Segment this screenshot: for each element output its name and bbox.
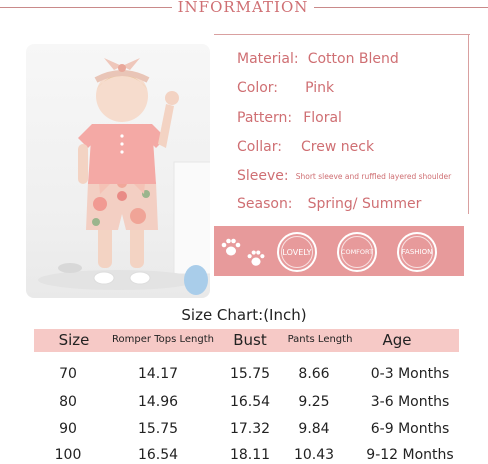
info-sleeve — [237, 165, 451, 184]
header-line-right — [314, 7, 488, 8]
info-collar — [237, 136, 374, 155]
table-cell-romper-length: 15.75 — [137, 421, 179, 437]
col-header-romper-tops-length: Romper Tops Length — [112, 334, 214, 345]
info-collar-value: Crew neck — [301, 139, 375, 155]
product-photo — [26, 44, 210, 298]
col-header-age: Age — [382, 331, 412, 349]
table-cell-size: 70 — [59, 366, 77, 382]
header-line-left — [0, 7, 172, 8]
badge-lovely — [277, 232, 317, 272]
badge-ring — [341, 236, 373, 268]
badge-comfort — [337, 232, 377, 272]
badge-fashion-label: FASHION — [401, 248, 433, 256]
size-chart-title: Size Chart:(Inch) — [181, 306, 307, 324]
info-pattern — [237, 107, 342, 126]
info-frame-right — [468, 34, 469, 214]
table-cell-size: 90 — [59, 421, 77, 437]
table-cell-age: 9-12 Months — [366, 447, 454, 463]
page-title: INFORMATION — [177, 0, 309, 16]
info-material-label: Material: — [237, 51, 299, 67]
info-season-label: Season: — [237, 196, 293, 212]
table-cell-age: 6-9 Months — [370, 421, 450, 437]
table-cell-age: 3-6 Months — [370, 394, 450, 410]
col-header-bust: Bust — [233, 331, 267, 349]
table-cell-bust: 18.11 — [229, 447, 271, 463]
badge-fashion — [397, 232, 437, 272]
info-sleeve-value: Short sleeve and ruffled layered shoulder — [295, 172, 452, 181]
table-cell-size: 80 — [59, 394, 77, 410]
badge-ring — [281, 236, 313, 268]
table-cell-romper-length: 16.54 — [137, 447, 179, 463]
info-collar-label: Collar: — [237, 139, 282, 155]
table-cell-size: 100 — [54, 447, 82, 463]
table-cell-pants-length: 9.84 — [298, 421, 330, 437]
table-cell-pants-length: 8.66 — [298, 366, 330, 382]
col-header-pants-length: Pants Length — [287, 334, 353, 345]
col-header-size: Size — [58, 331, 90, 349]
toddler-outfit-illustration — [26, 44, 210, 298]
info-season — [237, 193, 421, 212]
info-pattern-value: Floral — [303, 110, 342, 126]
info-material-value: Cotton Blend — [307, 51, 399, 67]
paw-print-icon — [220, 236, 242, 258]
table-cell-pants-length: 9.25 — [298, 394, 330, 410]
info-sleeve-label: Sleeve: — [237, 168, 289, 184]
table-cell-romper-length: 14.17 — [137, 366, 179, 382]
table-cell-romper-length: 14.96 — [137, 394, 179, 410]
table-cell-pants-length: 10.43 — [293, 447, 335, 463]
info-color-label: Color: — [237, 80, 279, 96]
info-season-value: Spring/ Summer — [307, 196, 422, 212]
table-cell-bust: 16.54 — [229, 394, 271, 410]
badge-ring — [401, 236, 433, 268]
badge-comfort-label: COMFORT — [340, 248, 374, 256]
table-cell-age: 0-3 Months — [370, 366, 450, 382]
info-material — [237, 48, 399, 67]
table-cell-bust: 17.32 — [229, 421, 271, 437]
info-frame-top — [214, 34, 470, 35]
table-cell-bust: 15.75 — [229, 366, 271, 382]
info-color-value: Pink — [305, 80, 335, 96]
info-color — [237, 77, 334, 96]
paw-print-icon — [246, 248, 266, 268]
badge-lovely-label: LOVELY — [282, 247, 312, 257]
info-pattern-label: Pattern: — [237, 110, 293, 126]
